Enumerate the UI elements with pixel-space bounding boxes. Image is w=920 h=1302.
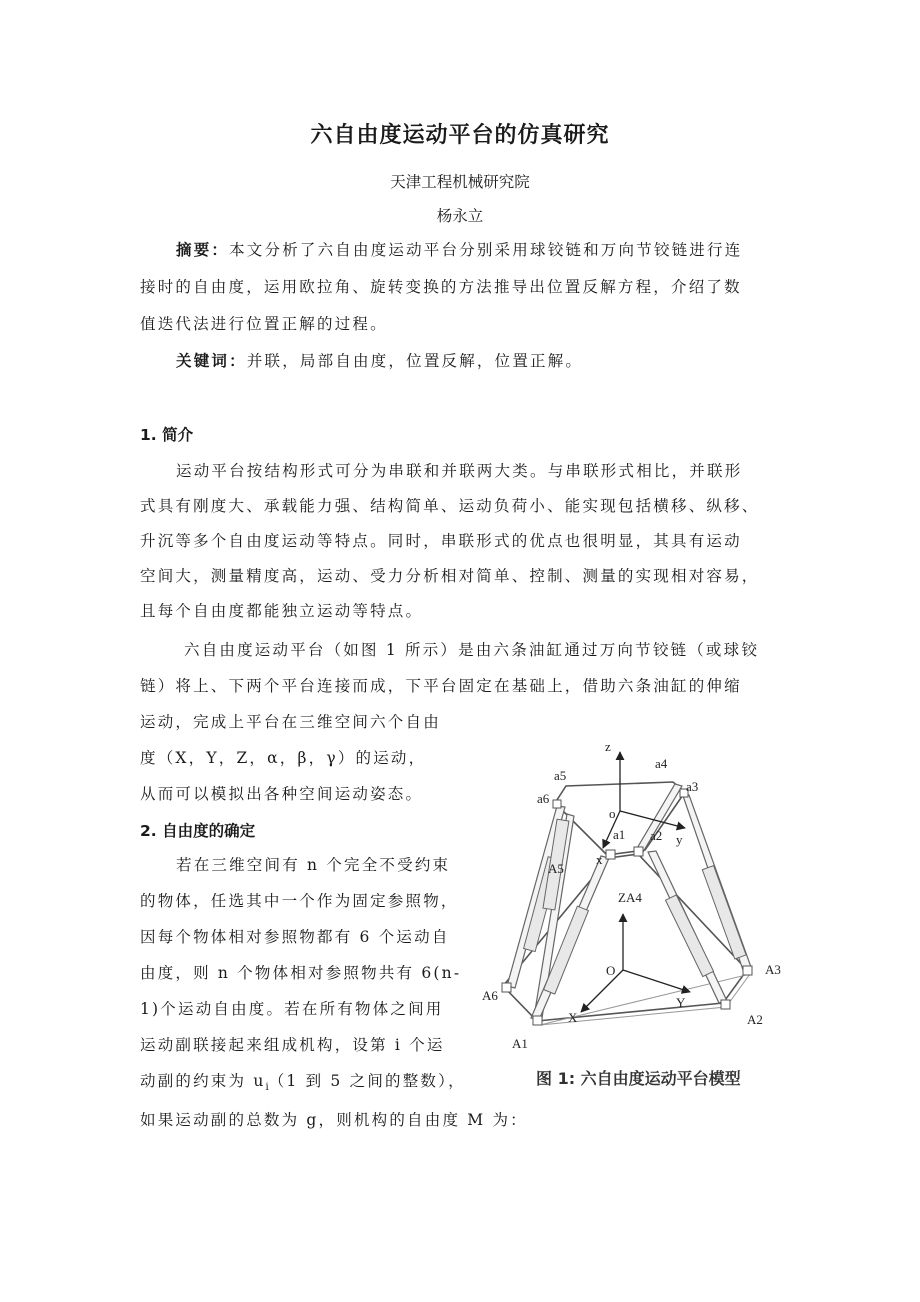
label-A1: A1 [512, 1036, 528, 1051]
s1-p1-line-1: 运动平台按结构形式可分为串联和并联两大类。与串联形式相比，并联形 [176, 462, 743, 480]
abstract-line-1 [176, 238, 742, 260]
abstract-line-2: 接时的自由度，运用欧拉角、旋转变换的方法推导出位置反解方程，介绍了数 [140, 278, 742, 296]
label-a1: a1 [613, 827, 626, 842]
figure-1 [478, 738, 808, 1058]
label-a6: a6 [537, 791, 550, 806]
affiliation: 天津工程机械研究院 [390, 173, 530, 191]
label-X-lower: X [568, 1010, 578, 1025]
s2-line-7-suffix: （1 到 5 之间的整数）， [268, 1072, 466, 1090]
label-Y-lower: Y [676, 995, 686, 1010]
page-title: 六自由度运动平台的仿真研究 [310, 123, 610, 148]
section-1-heading: 1. 简介 [140, 426, 194, 444]
s2-line-5: 1)个运动自由度。若在所有物体之间用 [140, 1000, 444, 1018]
s1-p2-line-1: 六自由度运动平台（如图 1 所示）是由六条油缸通过万向节铰链（或球铰 [184, 641, 760, 659]
s2-line-7-text: 动副的约束为 u [140, 1072, 266, 1090]
s2-line-4: 由度，则 n 个物体相对参照物共有 6(n- [140, 964, 462, 982]
lower-axes [581, 914, 690, 1012]
figure-1-caption: 图 1: 六自由度运动平台模型 [536, 1069, 741, 1088]
s2-line-2: 的物体，任选其中一个作为固定参照物， [140, 892, 459, 910]
label-Z-lower: Z [618, 890, 626, 905]
s1-p2-line-5: 从而可以模拟出各种空间运动姿态。 [140, 785, 424, 803]
label-A6: A6 [482, 988, 498, 1003]
label-O-lower: O [606, 963, 616, 978]
abstract-line-3: 值迭代法进行位置正解的过程。 [140, 315, 388, 333]
label-A5: A5 [548, 861, 564, 876]
platform-model-diagram [478, 738, 808, 1058]
s1-p2-line-4: 度（X，Y，Z，α，β，γ）的运动， [140, 749, 427, 767]
subscript-i: i [265, 1082, 269, 1094]
s1-p1-line-3: 升沉等多个自由度运动等特点。同时，串联形式的优点也很明显，其具有运动 [140, 532, 742, 550]
label-A4: A4 [626, 890, 642, 905]
s1-p2-line-3: 运动，完成上平台在三维空间六个自由 [140, 713, 441, 731]
s2-line-3: 因每个物体相对参照物都有 6 个运动自 [140, 928, 450, 946]
label-x-upper: x [596, 852, 603, 867]
s1-p1-line-2: 式具有刚度大、承载能力强、结构简单、运动负荷小、能实现包括横移、纵移、 [140, 497, 760, 515]
s2-line-8: 如果运动副的总数为 g，则机构的自由度 M 为： [140, 1111, 528, 1129]
label-a5: a5 [554, 768, 567, 783]
s2-line-6: 运动副联接起来组成机构，设第 i 个运 [140, 1036, 445, 1054]
s1-p2-line-2: 链）将上、下两个平台连接而成，下平台固定在基础上，借助六条油缸的伸缩 [140, 677, 742, 695]
label-A3: A3 [765, 962, 781, 977]
abstract-label: 摘要： [176, 241, 230, 259]
keywords-line [176, 349, 583, 371]
abstract-text-1: 本文分析了六自由度运动平台分别采用球铰链和万向节铰链进行连 [229, 241, 743, 259]
label-a2: a2 [650, 828, 663, 843]
section-2-heading: 2. 自由度的确定 [140, 822, 256, 840]
s2-line-7 [140, 1069, 466, 1093]
label-z-upper: z [605, 739, 611, 754]
author: 杨永立 [436, 207, 484, 225]
label-a3: a3 [686, 779, 699, 794]
keywords-label: 关键词： [176, 352, 247, 370]
s1-p1-line-4: 空间大，测量精度高，运动、受力分析相对简单、控制、测量的实现相对容易， [140, 567, 760, 585]
keywords-text: 并联，局部自由度，位置反解，位置正解。 [246, 352, 584, 370]
label-y-upper: y [676, 832, 683, 847]
label-a4: a4 [655, 756, 668, 771]
s1-p1-line-5: 且每个自由度都能独立运动等特点。 [140, 602, 424, 620]
s2-line-1: 若在三维空间有 n 个完全不受约束 [176, 856, 451, 874]
label-o-upper: o [609, 806, 616, 821]
label-A2: A2 [747, 1012, 763, 1027]
